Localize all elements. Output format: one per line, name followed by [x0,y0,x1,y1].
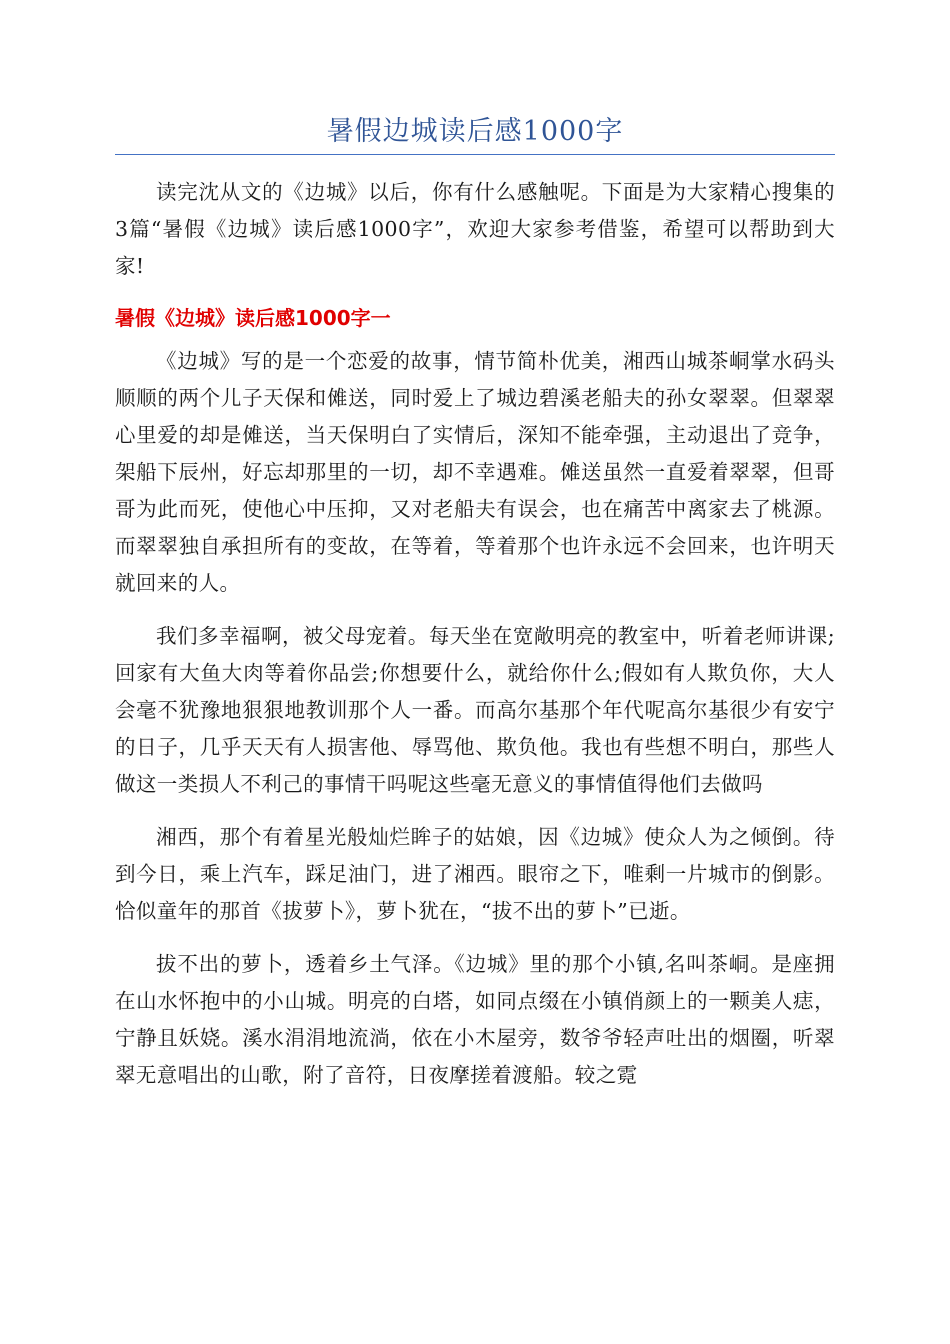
body-paragraph-4: 拔不出的萝卜，透着乡土气泽。《边城》里的那个小镇,名叫茶峒。是座拥在山水怀抱中的小山城。明亮的白塔，如同点缀在小镇俏颜上的一颗美人痣，宁静且妖娆。溪水涓涓地流淌，依在小木屋旁，数爷爷轻声吐出的烟圈，听翠翠无意唱出的山歌，附了音符，日夜摩搓着渡船。较之霓 [115,952,835,1087]
document-title: 暑假边城读后感1000字 [326,116,624,147]
section-heading: 暑假《边城》读后感1000字一 [115,306,391,330]
body-paragraph-2: 我们多幸福啊，被父母宠着。每天坐在宽敞明亮的教室中，听着老师讲课;回家有大鱼大肉等着你品尝;你想要什么，就给你什么;假如有人欺负你，大人会毫不犹豫地狠狠地教训那个人一番。而高尔基那个年代呢高尔基很少有安宁的日子，几乎天天有人损害他、辱骂他、欺负他。我也有些想不明白，那些人做这一类损人不利己的事情干吗呢这些毫无意义的事情值得他们去做吗 [115,624,835,796]
title-underline [115,154,835,155]
intro-paragraph: 读完沈从文的《边城》以后，你有什么感触呢。下面是为大家精心搜集的3篇“暑假《边城》读后感1000字”，欢迎大家参考借鉴，希望可以帮助到大家! [115,180,835,278]
body-paragraph-1: 《边城》写的是一个恋爱的故事，情节简朴优美，湘西山城茶峒掌水码头顺顺的两个儿子天保和傩送，同时爱上了城边碧溪老船夫的孙女翠翠。但翠翠心里爱的却是傩送，当天保明白了实情后，深知不能牵强，主动退出了竞争，架船下辰州，好忘却那里的一切，却不幸遇难。傩送虽然一直爱着翠翠，但哥哥为此而死，使他心中压抑，又对老船夫有误会，也在痛苦中离家去了桃源。而翠翠独自承担所有的变故，在等着，等着那个也许永远不会回来，也许明天就回来的人。 [115,349,835,595]
document-body [115,174,835,1110]
body-paragraph-3: 湘西，那个有着星光般灿烂眸子的姑娘，因《边城》使众人为之倾倒。待到今日，乘上汽车，踩足油门，进了湘西。眼帘之下，唯剩一片城市的倒影。恰似童年的那首《拔萝卜》，萝卜犹在，“拔不出的萝卜”已逝。 [115,825,835,923]
